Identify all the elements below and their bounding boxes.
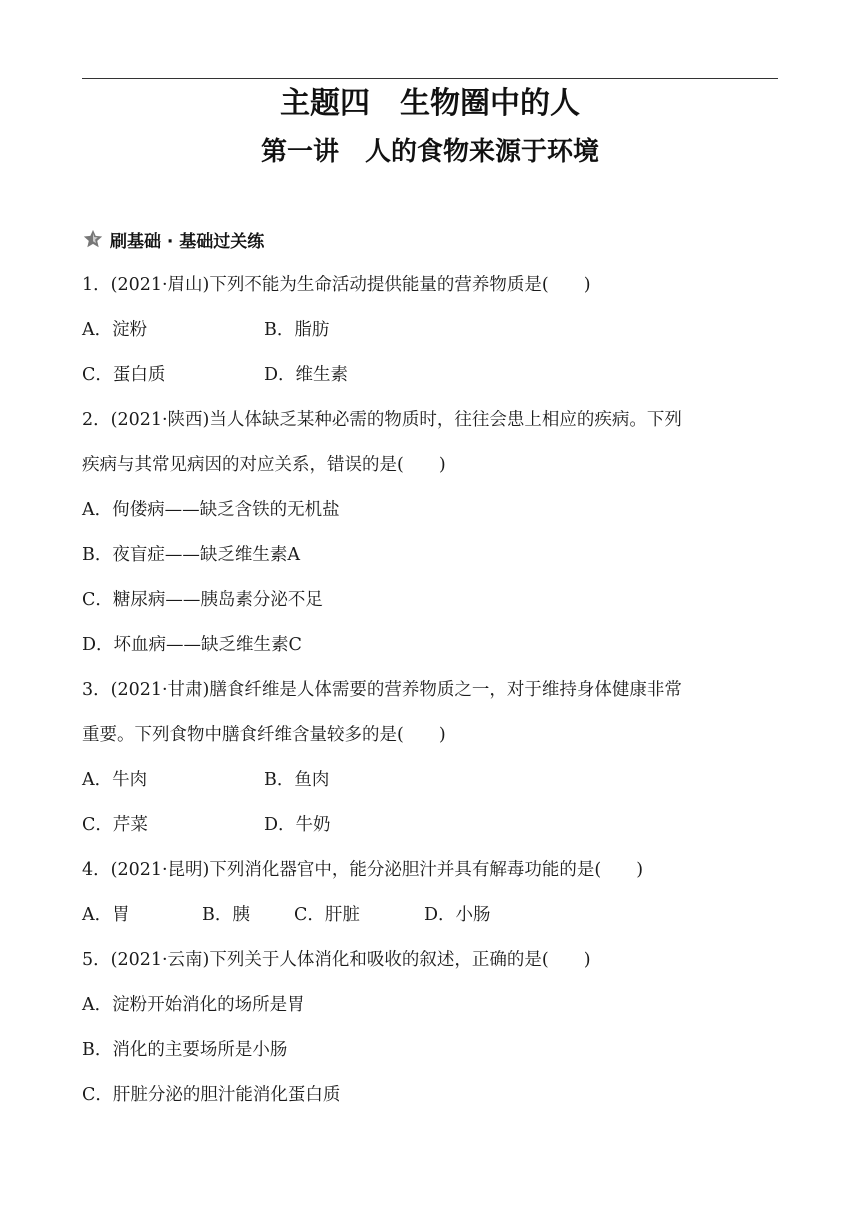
question-4-stem: 4．(2021·昆明)下列消化器官中，能分泌胆汁并具有解毒功能的是( ) <box>82 860 644 880</box>
option-d: D．小肠 <box>424 905 491 925</box>
question-5-option-b: B．消化的主要场所是小肠 <box>82 1040 288 1060</box>
option-d: D．维生素 <box>264 365 349 385</box>
question-2-option-a: A．佝偻病——缺乏含铁的无机盐 <box>82 500 340 520</box>
section-heading <box>82 224 264 254</box>
question-2-option-d: D．坏血病——缺乏维生素C <box>82 635 302 655</box>
question-2-stem-line-2: 疾病与其常见病因的对应关系，错误的是( ) <box>82 455 446 475</box>
question-1-stem: 1．(2021·眉山)下列不能为生命活动提供能量的营养物质是( ) <box>82 275 591 295</box>
question-3-stem-line-2: 重要。下列食物中膳食纤维含量较多的是( ) <box>82 725 446 745</box>
option-a: A．淀粉 <box>82 320 148 340</box>
section-label: 刷基础 · 基础过关练 <box>110 231 265 252</box>
question-2-option-b: B．夜盲症——缺乏维生素A <box>82 545 300 565</box>
question-2-option-c: C．糖尿病——胰岛素分泌不足 <box>82 590 323 610</box>
option-b: B．脂肪 <box>264 320 330 340</box>
option-d: D．牛奶 <box>264 815 331 835</box>
question-2-stem-line-1: 2．(2021·陕西)当人体缺乏某种必需的物质时，往往会患上相应的疾病。下列 <box>82 410 682 430</box>
option-c: C．肝脏 <box>294 905 360 925</box>
option-b: B．鱼肉 <box>264 770 330 790</box>
star-icon <box>82 228 104 250</box>
option-a: A．牛肉 <box>82 770 148 790</box>
question-5-stem: 5．(2021·云南)下列关于人体消化和吸收的叙述，正确的是( ) <box>82 950 591 970</box>
option-b: B．胰 <box>202 905 250 925</box>
page-title: 主题四 生物圈中的人 <box>280 86 580 121</box>
header-rule <box>82 78 778 79</box>
question-5-option-a: A．淀粉开始消化的场所是胃 <box>82 995 305 1015</box>
option-a: A．胃 <box>82 905 130 925</box>
option-c: C．蛋白质 <box>82 365 166 385</box>
question-5-option-c: C．肝脏分泌的胆汁能消化蛋白质 <box>82 1085 341 1105</box>
option-c: C．芹菜 <box>82 815 148 835</box>
question-3-stem-line-1: 3．(2021·甘肃)膳食纤维是人体需要的营养物质之一，对于维持身体健康非常 <box>82 680 682 700</box>
page-subtitle: 第一讲 人的食物来源于环境 <box>260 137 599 167</box>
